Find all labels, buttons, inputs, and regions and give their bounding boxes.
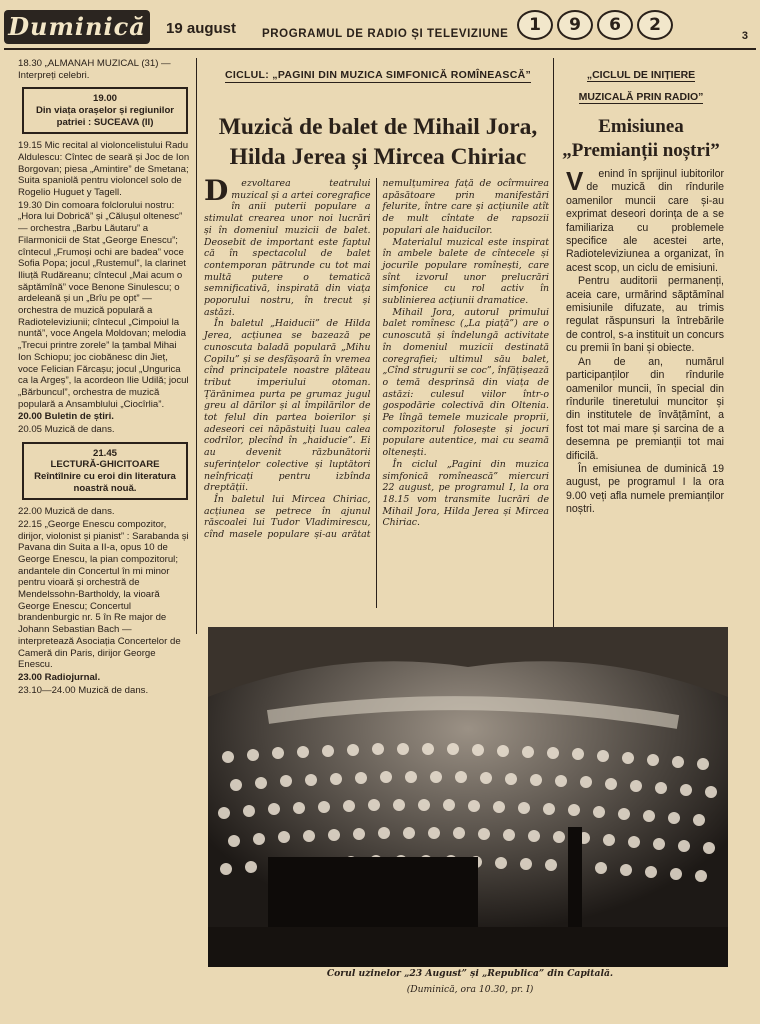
article-paragraph: Mihail Jora, autorul primului balet romînesc („La piață”) are o cunoscută și îndelungă activitate în domeniul muzicii destinată coregrafiei; ultimul său balet, „Cînd strugurii se coc”, înfățișează o temă desprinsă din viața de astăzi: culesul viilor într-o gospodărie colectivă din Oltenia. Pe lîngă temele muzicale proprii, compozitorul folosește și jocuri populare autentice, mai cu seamă oltenești. [382, 306, 549, 459]
article-cycle-label [210, 64, 546, 86]
year-digit: 6 [597, 10, 633, 40]
article-body [204, 174, 549, 608]
schedule-entry: 23.00 Radiojurnal. [18, 671, 101, 683]
choir-photo [208, 627, 728, 967]
choir-photo-graphic [208, 627, 728, 967]
photo-caption: Corul uzinelor „23 August” și „Republica” din Capitală. [326, 968, 614, 979]
article-paragraph: În baletul „Haiducii” de Hilda Jerea, acțiunea se bazează pe cunoscuta baladă populară „Mihu Copilu” și se desfășoară în vremea cînd principatele noastre plăteau tribut imperiului otoman. Țărănimea purta pe grumaz jugul greu al dărilor și al împilărilor de tot felul din partea boierilor și adeseori cei năpăstuiți luau calea codrilor, plecînd în „haiducie”. Ei au devenit răzbunătorii suferințelor colective și luptători neînfricați pentru izbînda dreptății. [204, 318, 371, 494]
header-divider [4, 48, 756, 50]
page-number: 3 [741, 30, 748, 42]
column-divider [196, 58, 197, 634]
cycle-text: „CICLUL DE INIȚIERE MUZICALĂ PRIN RADIO” [578, 69, 704, 103]
schedule-entry: 20.05 Muzică de dans. [18, 424, 115, 436]
schedule-box [22, 442, 188, 500]
right-cycle-label [562, 64, 720, 108]
year-digit: 9 [557, 10, 593, 40]
article-paragraph: Materialul muzical este inspirat în ambele balete de cîntecele și jocurile populare romînești, care sînt izvorul unor prelucrări simfonice cu rol activ în sublinierea acțiunii dramatice. [382, 236, 549, 307]
schedule-entry: 22.00 Muzică de dans. [18, 506, 115, 518]
schedule-entry: 22.15 „George Enescu compozitor, dirijor, violonist și pianist” : Sarabanda și Pavana din Suita a II-a, opus 10 de George Enescu, la pian compozitorul; andantele din Concertul în mi minor pentru vioară și orchestră de Mendelssohn-Bartholdy, la vioară George Enescu; Concertul brandenburgic nr. 5 în Re major de Johann Sebastian Bach — interpretează Asociația Concertelor de Cameră din Paris, dirijor George Enescu. [18, 518, 189, 671]
year-stamp [508, 8, 682, 42]
photo-caption-note: (Duminică, ora 10.30, pr. I) [406, 984, 534, 995]
right-subtitle: „Premianții noștri” [562, 140, 720, 161]
box-time: 19.00 [92, 93, 117, 105]
right-paragraph: În emisiunea de duminică 19 august, pe programul I la ora 9.00 veți afla numele premianților noștri. [566, 462, 724, 516]
schedule-entry: 18.30 „ALMANAH MUZICAL (31) — Interpreți celebri. [18, 58, 171, 81]
column-divider [553, 58, 554, 634]
article-title: Muzică de balet de Mihail Jora, Hilda Jerea și Mircea Chiriac [218, 114, 538, 170]
schedule-entry: 19.15 Mic recital al violoncelistului Radu Aldulescu: Cîntec de seară și Joc de Ion Borgovan; piesa „Amintire” de Smetana; Suita spaniolă pentru violoncel solo de Rogelio Huguet y Tagell. [18, 140, 190, 198]
schedule-entry: 20.00 Buletin de știri. [18, 411, 114, 423]
box-time: 21.45 [92, 447, 117, 459]
cycle-text: CICLUL: „PAGINI DIN MUZICA SIMFONICĂ ROMÎNEASCĂ” [224, 69, 532, 81]
schedule-entry: 19.30 Din comoara folclorului nostru: „Hora lui Dobrică” și „Călușul oltenesc” — orchestra „Barbu Lăutaru” a Filarmonicii de Stat „George Enescu”; cîntecul „Frumoși ochi are badea” voce Sofia Popa; jocul „Rustemul”, la clarinet Iliuță Rudăreanu; cîntecul „Mai acum o săptămînă” voce Benone Sinulescu; o ardeleană și un „Brîu pe opt” — orchestra de muzică populară a Radioteleviziunii; cîntecul „Cimpoiul la nuntă”, voce Angela Moldovan; melodia „Trecui printre zorele” la țambal Mihai Ion Schiopu; joc ciobănesc din Jieț, voce Felician Fărcașu; jocul „Ungurica ca la Argeș”, la acordeon Ilie Udilă; jocul „Bărbuncul”, orchestra de muzică populară a Ansamblului „Ciocîrlia”. [18, 199, 189, 410]
right-paragraph: Pentru auditorii permanenți, aceia care, urmărind săptămînal emisiunile difuzate, au trimis regulat răspunsuri la întrebările de control, s-a instituit un concurs cu premii în bani și obiecte. [566, 275, 724, 355]
right-title: Emisiunea [598, 116, 684, 137]
schedule-box [22, 87, 188, 134]
article-paragraph: În ciclul „Pagini din muzica simfonică romînească” miercuri 22 august, pe programul I, la ora 18.15 vom transmite lucrări de Mihail Jora, Hilda Jerea și Mircea Chiriac. [382, 458, 549, 529]
article-paragraph: Dezvoltarea teatrului muzical și a artei coregrafice în anii puterii populare a stimulat crearea unor noi lucrări și în domeniul muzicii de balet. Deosebit de important este faptul că în spectacolul de balet contemporan pătrunde cu tot mai multă putere o tematică semnificativă, inspirată din viața poporului nostru, în trecut și astăzi. [204, 174, 371, 318]
year-digit: 2 [637, 10, 673, 40]
section-title: PROGRAMUL DE RADIO ȘI TELEVIZIUNE [262, 28, 509, 40]
schedule-column [18, 58, 190, 697]
box-text: Din viața orașelor și regiunilor patriei : SUCEAVA (II) [35, 105, 175, 128]
box-text: Reîntîlnire cu eroi din literatura noastră nouă. [34, 470, 176, 494]
year-digit: 1 [517, 10, 553, 40]
schedule-entry: 23.10—24.00 Muzică de dans. [18, 684, 149, 696]
right-paragraph: An de an, numărul participanților din rîndurile oamenilor muncii, în special din rîndurile tineretului muncitor și din institutele de învățămînt, a fost tot mai mare și sarcina de a desemna pe premianții tot mai dificilă. [566, 355, 724, 462]
right-paragraph: Venind în sprijinul iubitorilor de muzică din rîndurile oamenilor muncii care și-au exprimat deseori dorința de a se familiariza cu problemele specifice ale acestei arte, Radioteleviziunea a organizat, în acest scop, un ciclu de emisiuni. [566, 166, 724, 274]
box-title: LECTURĂ-GHICITOARE [50, 459, 160, 471]
right-body [566, 168, 724, 517]
masthead-logo: Duminică [4, 10, 150, 44]
article-paragraph: În baletul lui Mircea Chiriac, acțiunea se petrece în ajunul răscoalei lui Tudor Vladimirescu, cînd masele populare și-au arătat nemulțumirea față de ocîrmuirea apăsătoare prin manifestări felurite, între care și acțiunile atît de mult cîntate de rapsozii populari ale haiducilor. [204, 178, 549, 541]
issue-date: 19 august [166, 20, 237, 37]
